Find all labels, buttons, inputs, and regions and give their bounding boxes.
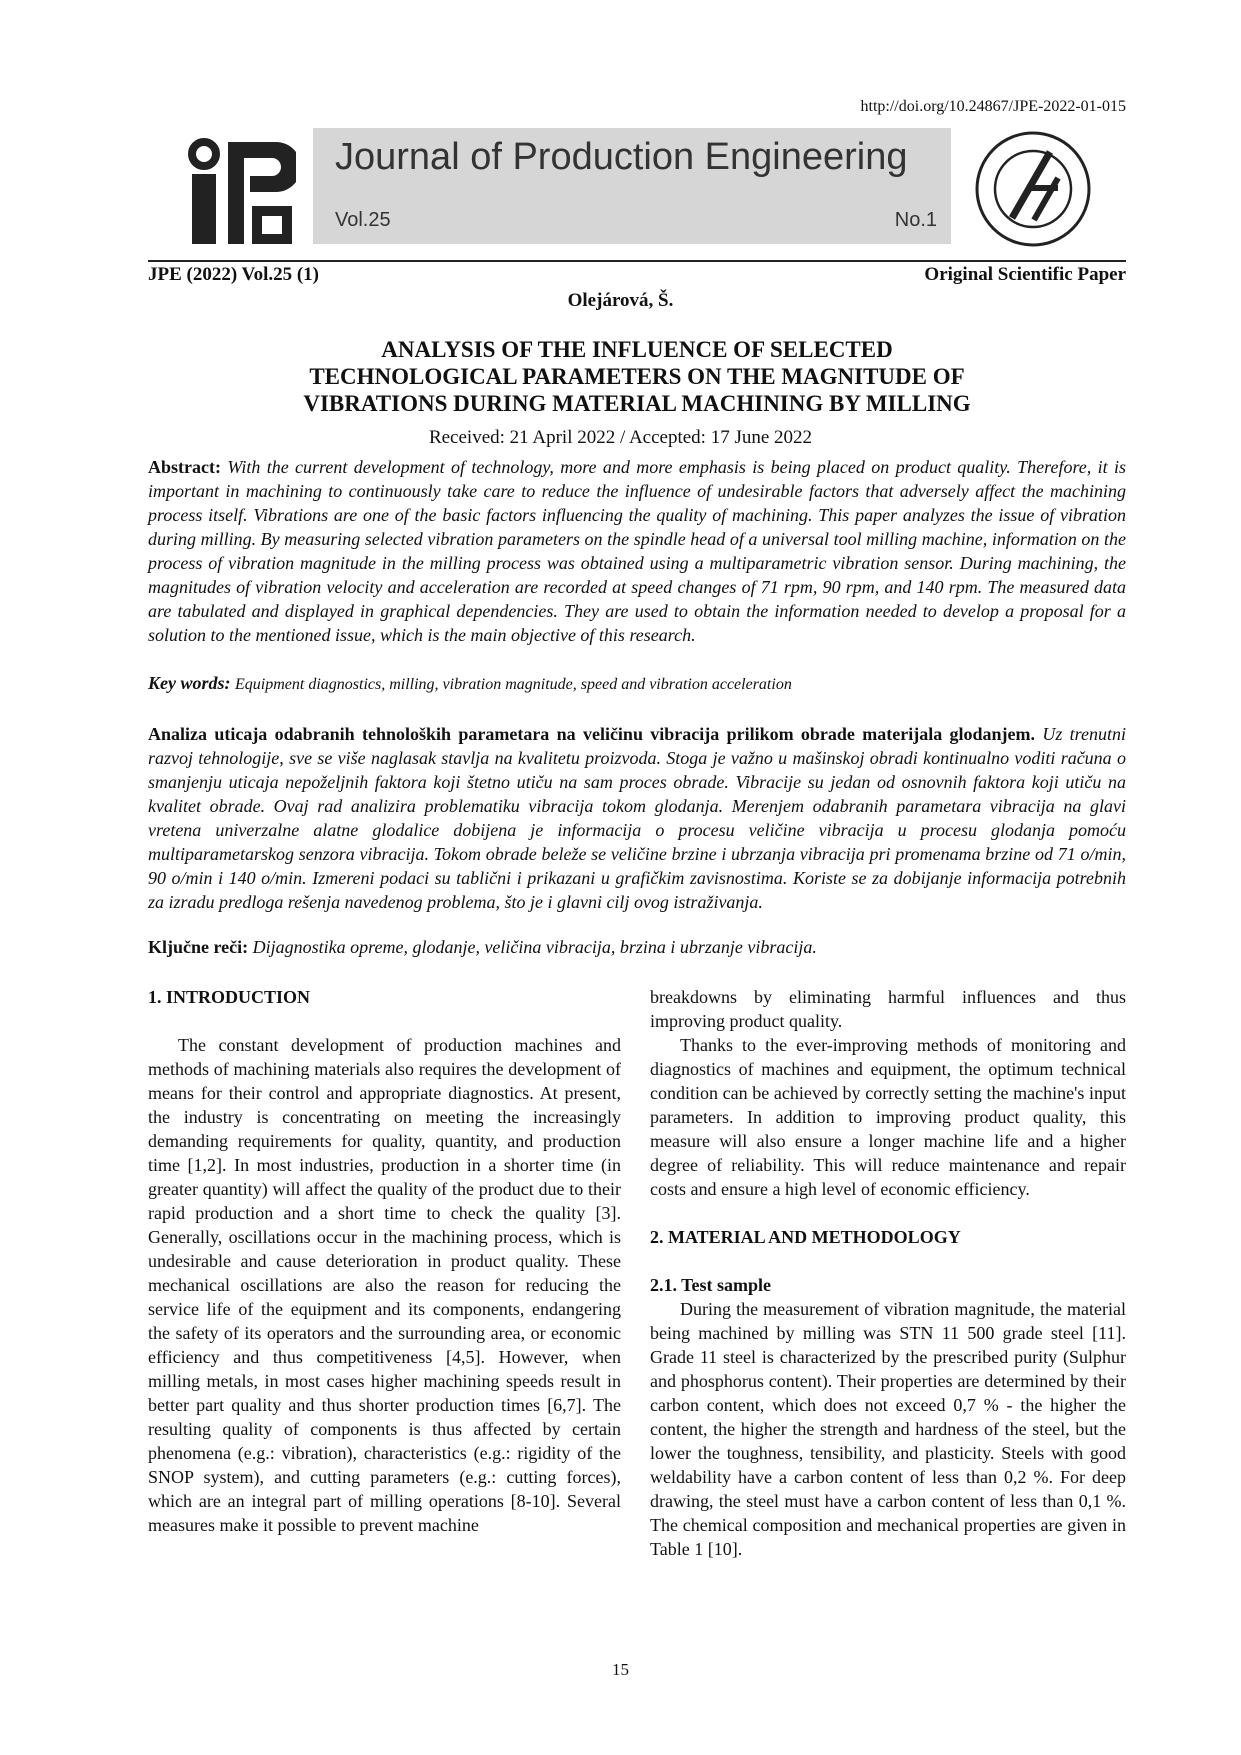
journal-volume: Vol.25 [335,209,391,231]
serbian-keywords-text: Dijagnostika opreme, glodanje, veličina vibracija, brzina i ubrzanje vibracija. [252,937,817,957]
methodology-heading: 2. MATERIAL AND METHODOLOGY [650,1227,961,1247]
left-column [148,985,621,1537]
serbian-abstract [148,722,1126,914]
jpe-logo-icon [188,136,296,248]
serbian-keywords [148,937,1126,958]
paper-type: Original Scientific Paper [924,264,1126,285]
header-rule [148,260,1126,262]
article-title [148,336,1126,417]
title-line: ANALYSIS OF THE INFLUENCE OF SELECTED [381,337,893,362]
abstract-label: Abstract: [148,457,221,477]
right-column [650,985,1126,1561]
keywords-label: Key words: [148,673,231,693]
doi-link[interactable]: http://doi.org/10.24867/JPE-2022-01-015 [860,98,1126,115]
abstract-text: With the current development of technology, more and more emphasis is being placed on product quality. Therefore, it is important in machining to continuously take care to reduce the influence of undesirable factors that adversely affect the machining process itself. Vibrations are one of the basic factors influencing the quality of machining. This paper analyzes the issue of vibration during milling. By measuring selected vibration parameters on the spindle head of a universal tool milling machine, information on the process of vibration magnitude in the milling process was obtained using a multiparametric vibration sensor. During machining, the magnitudes of vibration velocity and acceleration are recorded at speed changes of 71 rpm, 90 rpm, and 140 rpm. The measured data are tabulated and displayed in graphical dependencies. They are used to obtain the information needed to develop a proposal for a solution to the mentioned issue, which is the main objective of this research. [148,457,1126,645]
serbian-text: Uz trenutni razvoj tehnologije, sve se više naglasak stavlja na kvalitetu proizvoda. Stoga je važno u mašinskoj obradi kontinualno voditi računa o smanjenju uticaja nepoželjnih faktora koji štetno utiču na sam proces obrade. Vibracije su jedan od osnovnih faktora koji utiču na kvalitet obrade. Ovaj rad analizira problematiku vibracija tokom glodanja. Merenjem odabranih parametara vibracija na glavi vretena univerzalne alatne glodalice dobijena je informacija o procesu veličine vibracija u procesu glodanja pomoću multiparametarskog senzora vibracija. Tokom obrade beleže se veličine brzine i ubrzanja vibracija pri promenama brzine od 71 o/min, 90 o/min i 140 o/min. Izmereni podaci su tablični i prikazani u grafičkim zavisnostima. Koriste se za dobijanje informacija potrebnih za izradu predloga rešenja navedenog problema, što je i glavni cilj ovog istraživanja. [148,724,1126,912]
serbian-title: Analiza uticaja odabranih tehnoloških parametara na veličinu vibracija prilikom obrade materijala glodanjem. [148,724,1036,744]
author: Olejárová, Š. [567,290,674,311]
title-line: TECHNOLOGICAL PARAMETERS ON THE MAGNITUDE OF [309,364,965,389]
intro-paragraph-1: The constant development of production machines and methods of machining materials also requires the development of means for their control and appropriate diagnostics. At present, the industry is concentrating on meeting the increasingly demanding requirements for quality, quantity, and production time [1,2]. In most industries, production in a shorter time (in greater quantity) will affect the quality of the product due to their rapid production and a short time to check the quality [3]. Generally, oscillations occur in the machining process, which is undesirable and cause deterioration in product quality. These mechanical oscillations are also the reason for reducing the service life of the equipment and its components, endangering the safety of its operators and the surrounding area, or economic efficiency and thus competitiveness [4,5]. However, when milling metals, in most cases higher machining speeds result in better part quality and thus shorter production times [6,7]. The resulting quality of components is thus affected by certain phenomena (e.g.: vibration), characteristics (e.g.: rigidity of the SNOP system), and cutting parameters (e.g.: cutting forces), which are an integral part of milling operations [8-10]. Several measures make it possible to prevent machine [148,1035,621,1535]
intro-continuation: breakdowns by eliminating harmful influences and thus improving product quality. [650,987,1126,1031]
keywords-text: Equipment diagnostics, milling, vibration magnitude, speed and vibration acceleration [235,676,792,693]
journal-banner [188,128,1094,244]
methodology-paragraph-1: During the measurement of vibration magnitude, the material being machined by milling was STN 11 500 grade steel [11]. Grade 11 steel is characterized by the prescribed purity (Sulphur and phosphorus content). Their properties are determined by their carbon content, which does not exceed 0,7 % - the higher the content, the higher the strength and hardness of the steel, but the lower the toughness, tensibility, and plasticity. Steels with good weldability have a carbon content of less than 0,2 %. For deep drawing, the steel must have a carbon content of less than 0,1 %. The chemical composition and mechanical properties are given in Table 1 [10]. [650,1299,1126,1559]
journal-title: Journal of Production Engineering [335,136,908,178]
intro-paragraph-2: Thanks to the ever-improving methods of monitoring and diagnostics of machines and equipment, the optimum technical condition can be achieved by correctly setting the machine's input parameters. In addition to improving product quality, this measure will also ensure a longer machine life and a higher degree of reliability. This will reduce maintenance and repair costs and ensure a high level of economic efficiency. [650,1035,1126,1199]
received-dates: Received: 21 April 2022 / Accepted: 17 June 2022 [428,427,813,448]
page-number: 15 [612,1660,629,1679]
intro-heading: 1. INTRODUCTION [148,987,311,1007]
serbian-keywords-label: Ključne reči: [148,937,249,957]
banner-panel [313,128,951,244]
faculty-seal-icon [972,128,1094,250]
jpe-reference: JPE (2022) Vol.25 (1) [148,264,319,285]
test-sample-heading: 2.1. Test sample [650,1275,772,1295]
title-line: VIBRATIONS DURING MATERIAL MACHINING BY MILLING [303,391,971,416]
keywords [148,673,1126,694]
journal-number: No.1 [894,209,937,231]
abstract [148,455,1126,647]
